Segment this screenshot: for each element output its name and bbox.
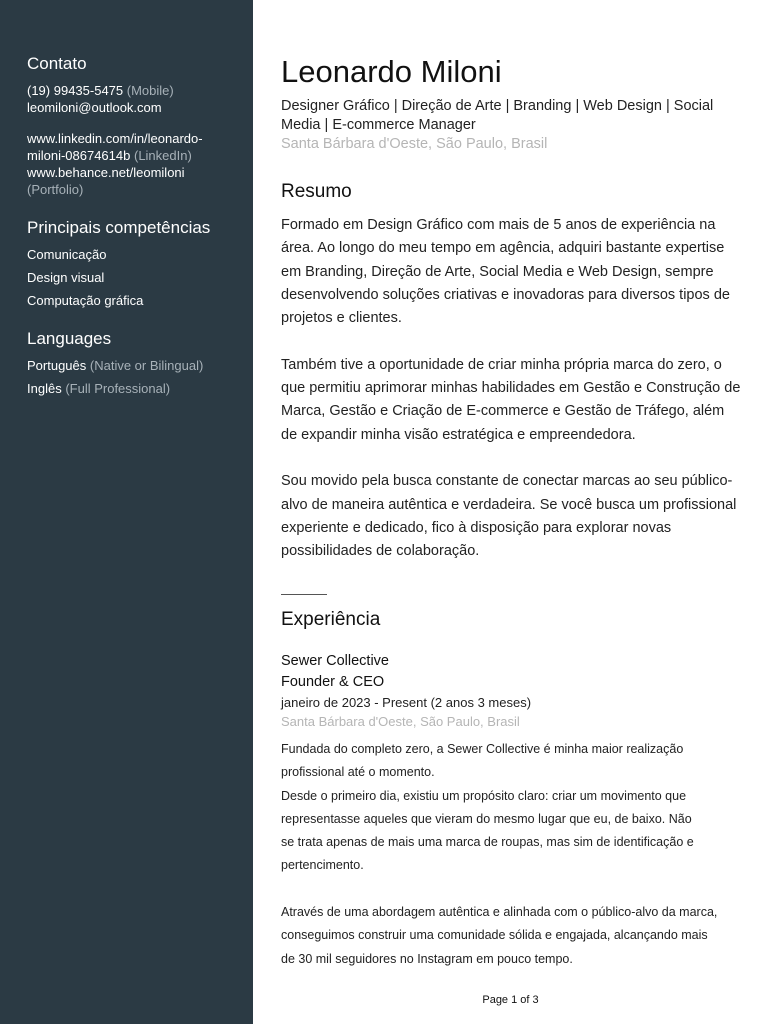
section-divider	[281, 594, 327, 595]
summary-paragraph: Sou movido pela busca constante de conectar marcas ao seu público-alvo de maneira autêntica e verdadeira. Se você busca um profissional experiente e dedicado, fico à disposição para explorar novas possibilidades de colaboração.	[281, 473, 737, 560]
description-line: conseguimos construir uma comunidade sólida e engajada, alcançando mais	[281, 928, 708, 943]
job-location: Santa Bárbara d'Oeste, São Paulo, Brasil	[281, 714, 520, 729]
headline: Designer Gráfico | Direção de Arte | Branding | Web Design | Social Media | E-commerce Manager	[281, 98, 714, 133]
summary-body	[281, 214, 741, 587]
skill-item: Comunicação	[27, 247, 107, 262]
phone-number[interactable]: (19) 99435-5475	[27, 83, 124, 98]
languages-section	[27, 329, 239, 397]
language-item	[27, 380, 239, 397]
language-item	[27, 357, 239, 374]
job-dates: janeiro de 2023 - Present (2 anos 3 meses)	[281, 695, 532, 710]
main-content	[281, 0, 741, 1024]
language-level: (Native or Bilingual)	[89, 358, 204, 373]
description-line: Através de uma abordagem autêntica e alinhada com o público-alvo da marca,	[281, 905, 718, 920]
description-line: se trata apenas de mais uma marca de roupas, mas sim de identificação e	[281, 835, 694, 850]
behance-link[interactable]: www.behance.net/leomiloni	[27, 165, 185, 180]
linkedin-link-line1[interactable]: www.linkedin.com/in/leonardo-	[27, 131, 203, 146]
contact-links	[27, 130, 239, 198]
person-name: Leonardo Miloni	[281, 54, 502, 89]
skills-section	[27, 218, 239, 309]
linkedin-link-line2[interactable]: miloni-08674614b	[27, 148, 131, 163]
summary-heading: Resumo	[281, 181, 352, 202]
languages-heading: Languages	[27, 329, 112, 348]
description-line: Desde o primeiro dia, existiu um propósito claro: criar um movimento que	[281, 788, 687, 803]
email-link[interactable]: leomiloni@outlook.com	[27, 100, 162, 115]
description-gap	[281, 878, 746, 901]
job-description	[281, 738, 746, 971]
phone-line	[27, 82, 239, 99]
language-name: Português	[27, 358, 87, 373]
behance-label: (Portfolio)	[27, 182, 84, 197]
job-title: Founder & CEO	[281, 674, 385, 690]
description-line: representasse aqueles que vieram do mesmo lugar que eu, de baixo. Não	[281, 811, 692, 826]
description-line: de 30 mil seguidores no Instagram em pouco tempo.	[281, 951, 573, 966]
phone-label: (Mobile)	[126, 83, 174, 98]
skill-item: Design visual	[27, 270, 105, 285]
sidebar	[0, 0, 253, 1024]
summary-paragraph: Formado em Design Gráfico com mais de 5 anos de experiência na área. Ao longo do meu tempo em agência, adquiri bastante expertise em Branding, Direção de Arte, Social Media e Web Design, sempre desenvolvendo soluções criativas e inovadoras para diversos tipos de projetos e clientes.	[281, 217, 730, 327]
contact-section	[27, 54, 239, 198]
location: Santa Bárbara d'Oeste, São Paulo, Brasil	[281, 136, 548, 152]
company-name: Sewer Collective	[281, 653, 389, 669]
experience-heading: Experiência	[281, 609, 381, 630]
skill-item: Computação gráfica	[27, 293, 144, 308]
linkedin-line2	[27, 147, 239, 164]
contact-heading: Contato	[27, 54, 87, 73]
contact-phone-email	[27, 82, 239, 116]
description-line: profissional até o momento.	[281, 765, 435, 780]
description-line: Fundada do completo zero, a Sewer Collective é minha maior realização	[281, 742, 684, 756]
summary-paragraph: Também tive a oportunidade de criar minha própria marca do zero, o que permitiu aprimorar minhas habilidades em Gestão e Construção de Marca, Gestão e Criação de E-commerce e Gestão de Tráfego, além de expandir minha visão estratégica e empreendedora.	[281, 356, 741, 443]
language-name: Inglês	[27, 381, 62, 396]
page-number: Page 1 of 3	[482, 994, 539, 1006]
linkedin-label: (LinkedIn)	[133, 148, 192, 163]
skills-heading: Principais competências	[27, 218, 211, 237]
description-line: pertencimento.	[281, 858, 364, 873]
language-level: (Full Professional)	[65, 381, 171, 396]
